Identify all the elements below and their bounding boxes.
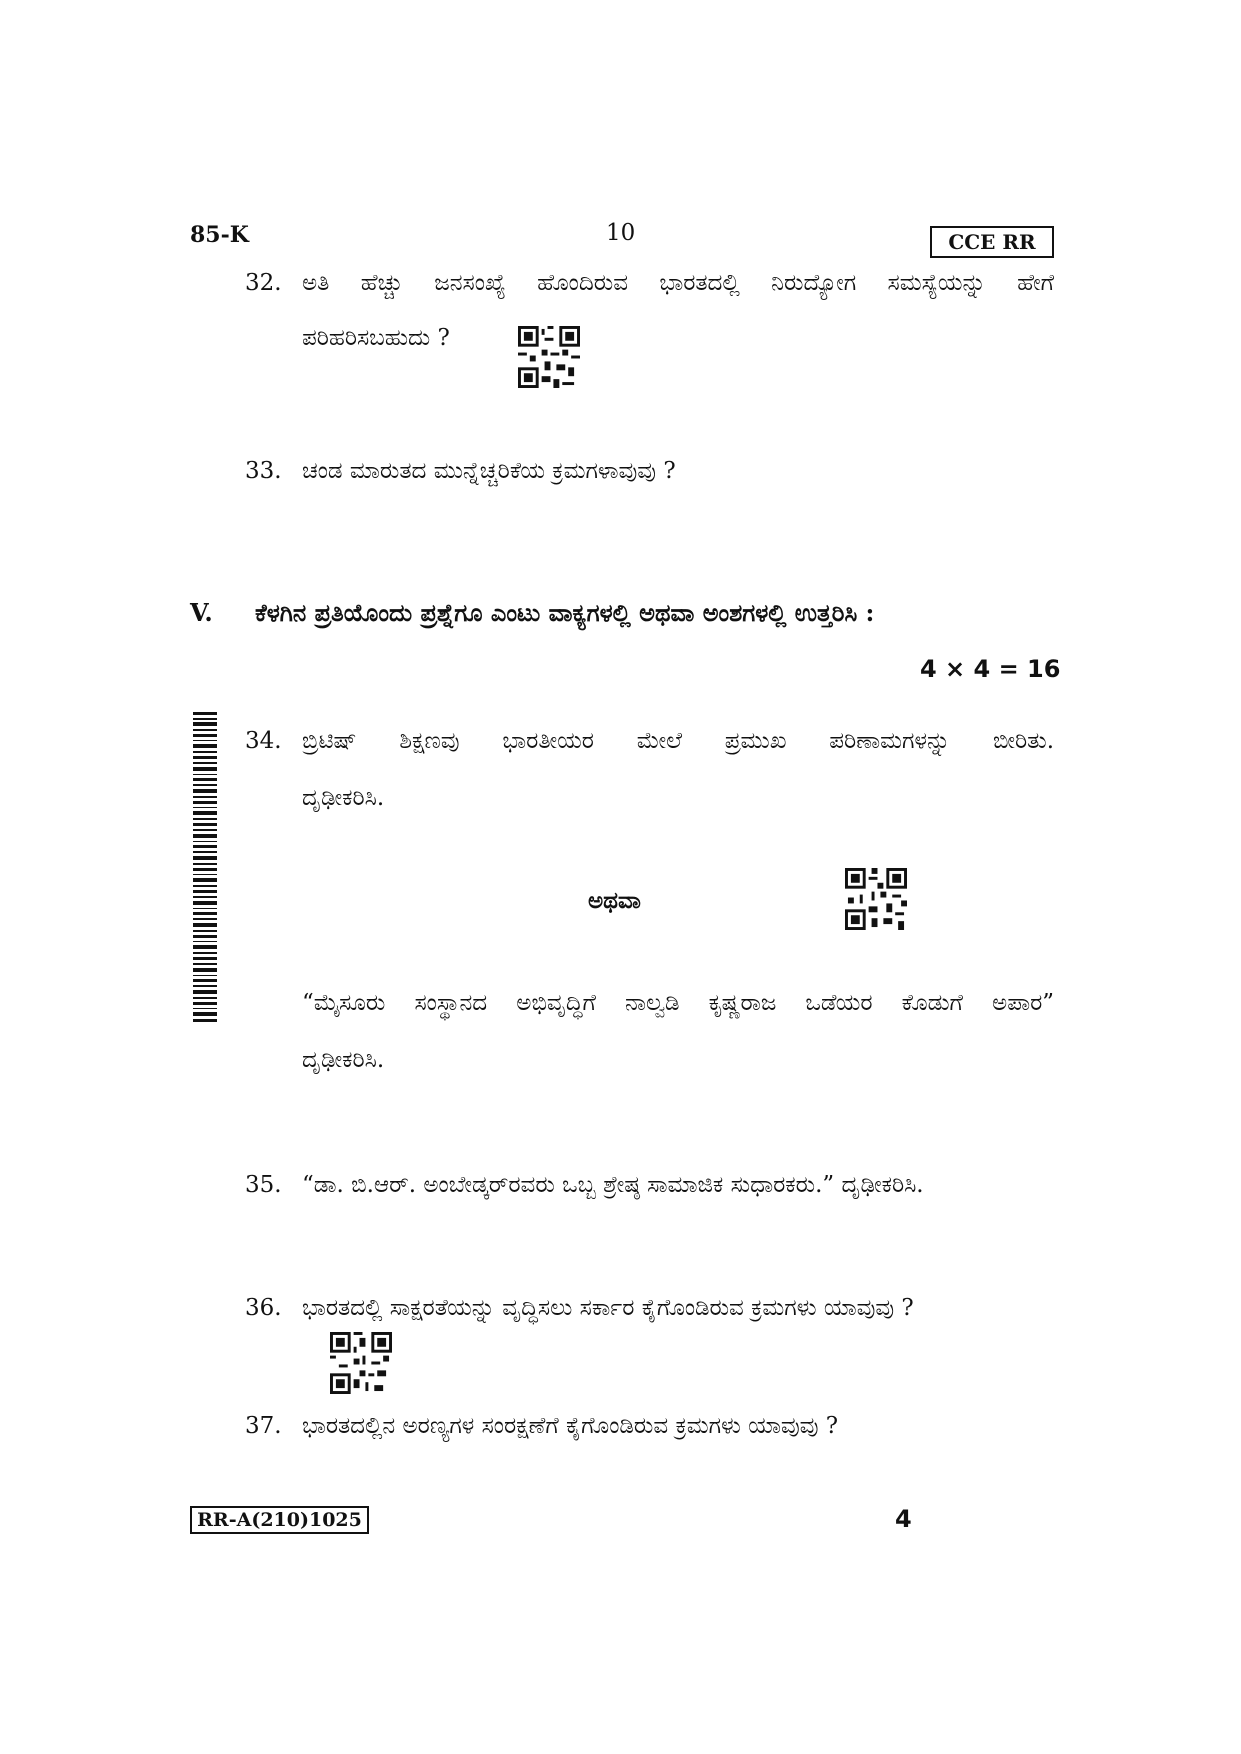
question-number-36: 36. bbox=[245, 1295, 282, 1321]
question-cont-32: ಪರಿಹರಿಸಬಹುದು ? bbox=[302, 325, 450, 351]
question-alt-cont-34: ದೃಢೀಕರಿಸಿ. bbox=[302, 1047, 385, 1073]
question-text-37: ಭಾರತದಲ್ಲಿನ ಅರಣ್ಯಗಳ ಸಂರಕ್ಷಣೆಗೆ ಕೈಗೊಂಡಿರುವ ಕ್ರಮಗಳು ಯಾವುವು ? bbox=[302, 1413, 839, 1439]
qr-code-icon bbox=[518, 326, 580, 388]
or-label: ಅಥವಾ bbox=[588, 887, 641, 914]
question-alt-text-34: “ಮೈಸೂರು ಸಂಸ್ಥಾನದ ಅಭಿವೃದ್ಧಿಗೆ ನಾಲ್ವಡಿ ಕೃಷ್ಣರಾಜ ಒಡೆಯರ ಕೊಡುಗೆ ಅಪಾರ” bbox=[302, 990, 1054, 1016]
question-text-34: ಬ್ರಿಟಿಷ್ ಶಿಕ್ಷಣವು ಭಾರತೀಯರ ಮೇಲೆ ಪ್ರಮುಖ ಪರಿಣಾಮಗಳನ್ನು ಬೀರಿತು. bbox=[302, 728, 1054, 754]
footer-sheet-number: 4 bbox=[895, 1505, 912, 1533]
paper-code: 85-K bbox=[190, 222, 249, 248]
barcode-icon bbox=[193, 712, 217, 1022]
qr-code-icon bbox=[330, 1332, 392, 1394]
page-number: 10 bbox=[606, 220, 636, 246]
question-number-37: 37. bbox=[245, 1413, 282, 1439]
question-text-33: ಚಂಡ ಮಾರುತದ ಮುನ್ನೆಚ್ಚರಿಕೆಯ ಕ್ರಮಗಳಾವುವು ? bbox=[302, 458, 676, 484]
question-number-32: 32. bbox=[245, 270, 282, 296]
question-cont-34: ದೃಢೀಕರಿಸಿ. bbox=[302, 785, 385, 811]
section-marks: 4 × 4 = 16 bbox=[920, 655, 1061, 683]
footer-code: RR-A(210)1025 bbox=[190, 1506, 369, 1534]
section-label: V. bbox=[190, 598, 213, 627]
question-text-36: ಭಾರತದಲ್ಲಿ ಸಾಕ್ಷರತೆಯನ್ನು ವೃದ್ಧಿಸಲು ಸರ್ಕಾರ ಕೈಗೊಂಡಿರುವ ಕ್ರಮಗಳು ಯಾವುವು ? bbox=[302, 1295, 914, 1321]
section-instruction: ಕೆಳಗಿನ ಪ್ರತಿಯೊಂದು ಪ್ರಶ್ನೆಗೂ ಎಂಟು ವಾಕ್ಯಗಳಲ್ಲಿ ಅಥವಾ ಅಂಶಗಳಲ್ಲಿ ಉತ್ತರಿಸಿ : bbox=[255, 598, 875, 627]
qr-code-icon bbox=[845, 868, 907, 930]
question-number-35: 35. bbox=[245, 1172, 282, 1198]
question-number-33: 33. bbox=[245, 458, 282, 484]
question-number-34: 34. bbox=[245, 728, 282, 754]
scheme-badge: CCE RR bbox=[930, 226, 1054, 258]
question-text-35: “ಡಾ. ಬಿ.ಆರ್. ಅಂಬೇಡ್ಕರ್‌ರವರು ಒಬ್ಬ ಶ್ರೇಷ್ಠ ಸಾಮಾಜಿಕ ಸುಧಾರಕರು.” ದೃಢೀಕರಿಸಿ. bbox=[302, 1172, 924, 1198]
question-text-32: ಅತಿ ಹೆಚ್ಚು ಜನಸಂಖ್ಯೆ ಹೊಂದಿರುವ ಭಾರತದಲ್ಲಿ ನಿರುದ್ಯೋಗ ಸಮಸ್ಯೆಯನ್ನು ಹೇಗೆ bbox=[302, 270, 1054, 296]
